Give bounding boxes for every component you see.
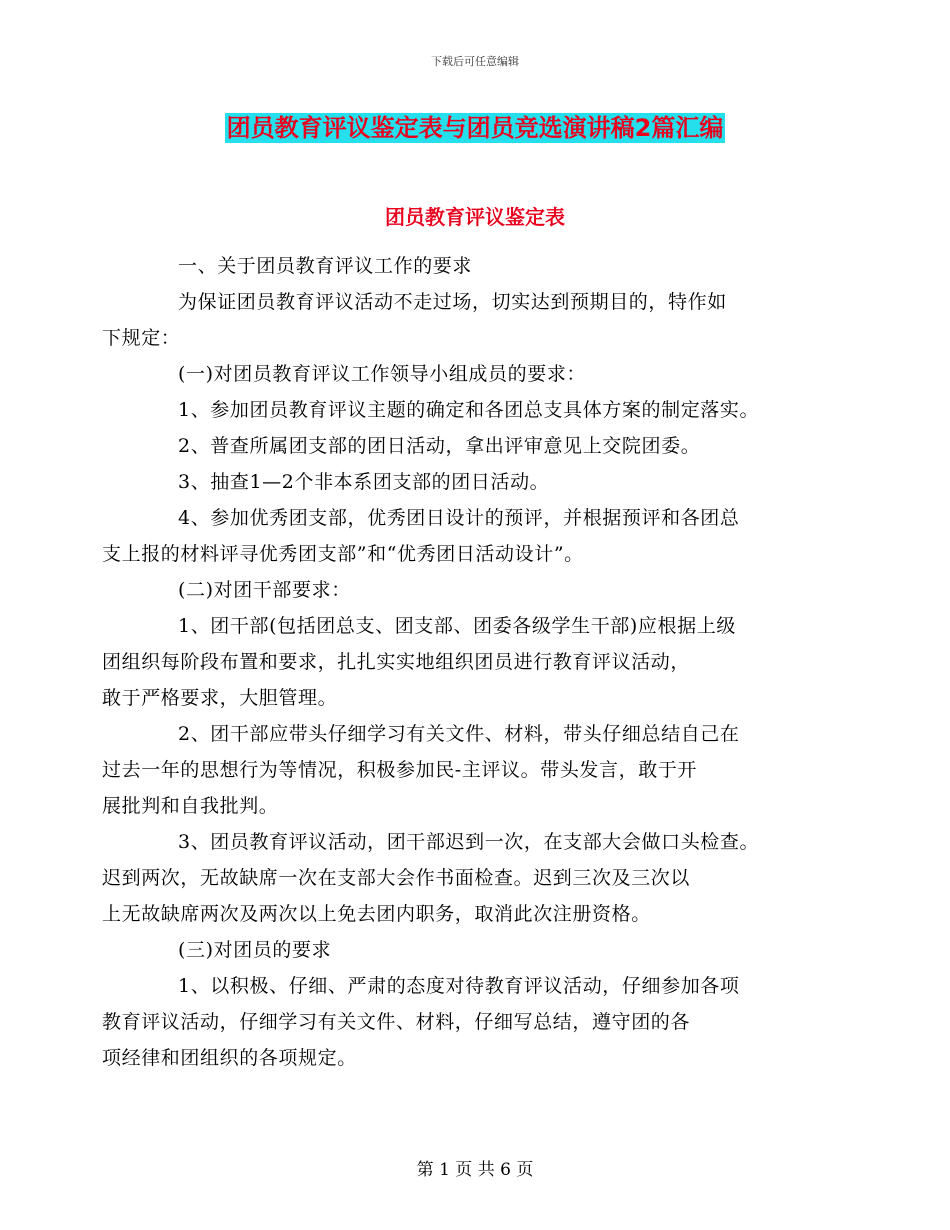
paragraph-line: 上无故缺席两次及两次以上免去团内职务，取消此次注册资格。 [102,903,651,925]
paragraph-line: 支上报的材料评寻优秀团支部”和“优秀团日活动设计”。 [102,543,584,565]
paragraph-line: 3、抽查1—2个非本系团支部的团日活动。 [178,471,550,493]
paragraph-line: 1、团干部(包括团总支、团支部、团委各级学生干部)应根据上级 [178,615,736,637]
paragraph-line: 团组织每阶段布置和要求，扎扎实实地组织团员进行教育评议活动， [102,651,691,673]
paragraph [140,932,820,968]
paragraph-line: (三)对团员的要求 [178,939,332,961]
paragraph [102,824,820,932]
paragraph [140,248,820,284]
paragraph [140,572,820,608]
paragraph-line: 2、普查所属团支部的团日活动，拿出评审意见上交院团委。 [178,435,701,457]
paragraph [102,500,820,572]
paragraph-line: 4、参加优秀团支部，优秀团日设计的预评，并根据预评和各团总 [178,507,740,529]
paragraph [140,392,820,428]
paragraph [102,716,820,824]
paragraph-line: (一)对团员教育评议工作领导小组成员的要求： [178,363,587,385]
paragraph-line: 2、团干部应带头仔细学习有关文件、材料，带头仔细总结自己在 [178,723,740,745]
paragraph [102,608,820,716]
paragraph-line: 展批判和自我批判。 [102,795,279,817]
header-note: 下载后可任意编辑 [431,55,519,68]
paragraph-line: 过去一年的思想行为等情况，积极参加民-主评议。带头发言，敢于开 [102,759,698,781]
paragraph-line: 一、关于团员教育评议工作的要求 [178,255,473,277]
paragraph [140,464,820,500]
section-title: 团员教育评议鉴定表 [385,205,565,229]
paragraph-line: 1、以积极、仔细、严肃的态度对待教育评议活动，仔细参加各项 [178,975,740,997]
paragraph-line: 1、参加团员教育评议主题的确定和各团总支具体方案的制定落实。 [178,399,760,421]
paragraph-line: 教育评议活动，仔细学习有关文件、材料，仔细写总结，遵守团的各 [102,1011,691,1033]
paragraph-line: 3、团员教育评议活动，团干部迟到一次，在支部大会做口头检查。 [178,831,760,853]
paragraph-line: 下规定： [102,327,181,349]
paragraph [140,428,820,464]
paragraph [140,356,820,392]
paragraph-line: 项经律和团组织的各项规定。 [102,1047,357,1069]
paragraph-line: 敢于严格要求，大胆管理。 [102,687,338,709]
paragraph [102,968,820,1076]
paragraph-line: 迟到两次，无故缺席一次在支部大会作书面检查。迟到三次及三次以 [102,867,691,889]
page-footer: 第 1 页 共 6 页 [416,1160,534,1180]
document-main-title [0,110,950,146]
paragraph-line: 为保证团员教育评议活动不走过场，切实达到预期目的，特作如 [178,291,727,313]
paragraph-line: (二)对团干部要求： [178,579,351,601]
main-title-text: 团员教育评议鉴定表与团员竞选演讲稿2篇汇编 [226,114,724,142]
document-body [102,248,820,1076]
paragraph [102,284,820,356]
